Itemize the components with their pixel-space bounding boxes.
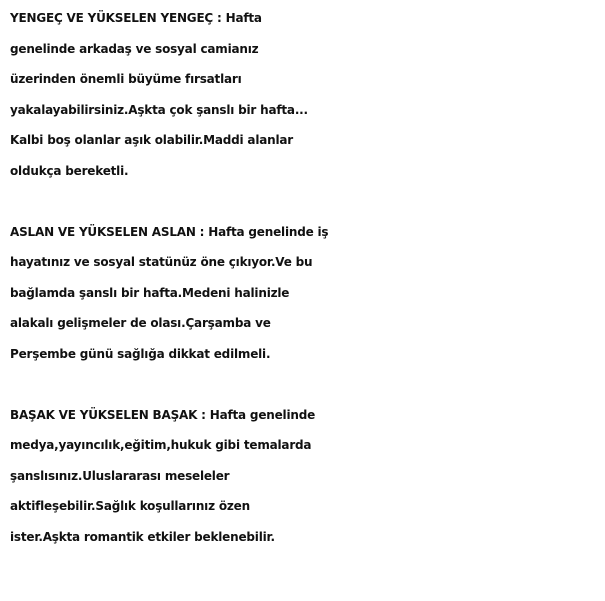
text-line: ASLAN VE YÜKSELEN ASLAN : Hafta genelinde iş bbox=[10, 224, 329, 239]
text-line: oldukça bereketli. bbox=[10, 163, 129, 178]
section-basak bbox=[10, 400, 602, 553]
text-line: bağlamda şanslı bir hafta.Medeni halinizle bbox=[10, 285, 290, 300]
text-line: yakalayabilirsiniz.Aşkta çok şanslı bir hafta... bbox=[10, 102, 308, 117]
text-line: BAŞAK VE YÜKSELEN BAŞAK : Hafta genelinde bbox=[10, 407, 316, 422]
text-line: şanslısınız.Uluslararası meseleler bbox=[10, 468, 230, 483]
text-line: ister.Aşkta romantik etkiler beklenebilir. bbox=[10, 529, 275, 544]
section-yengec bbox=[10, 3, 602, 186]
text-line: hayatınız ve sosyal statünüz öne çıkıyor.Ve bu bbox=[10, 255, 313, 269]
text-line: üzerinden önemli büyüme fırsatları bbox=[10, 72, 242, 86]
text-line: Kalbi boş olanlar aşık olabilir.Maddi alanlar bbox=[10, 133, 294, 147]
text-line: genelinde arkadaş ve sosyal camianız bbox=[10, 41, 259, 56]
text-line: YENGEÇ VE YÜKSELEN YENGEÇ : Hafta bbox=[10, 11, 262, 25]
horoscope-text-document bbox=[10, 3, 602, 583]
text-line: medya,yayıncılık,eğitim,hukuk gibi temalarda bbox=[10, 438, 312, 452]
text-line: aktifleşebilir.Sağlık koşullarınız özen bbox=[10, 499, 250, 513]
section-aslan bbox=[10, 217, 602, 370]
text-line: alakalı gelişmeler de olası.Çarşamba ve bbox=[10, 316, 271, 330]
text-line: Perşembe günü sağlığa dikkat edilmeli. bbox=[10, 346, 271, 361]
